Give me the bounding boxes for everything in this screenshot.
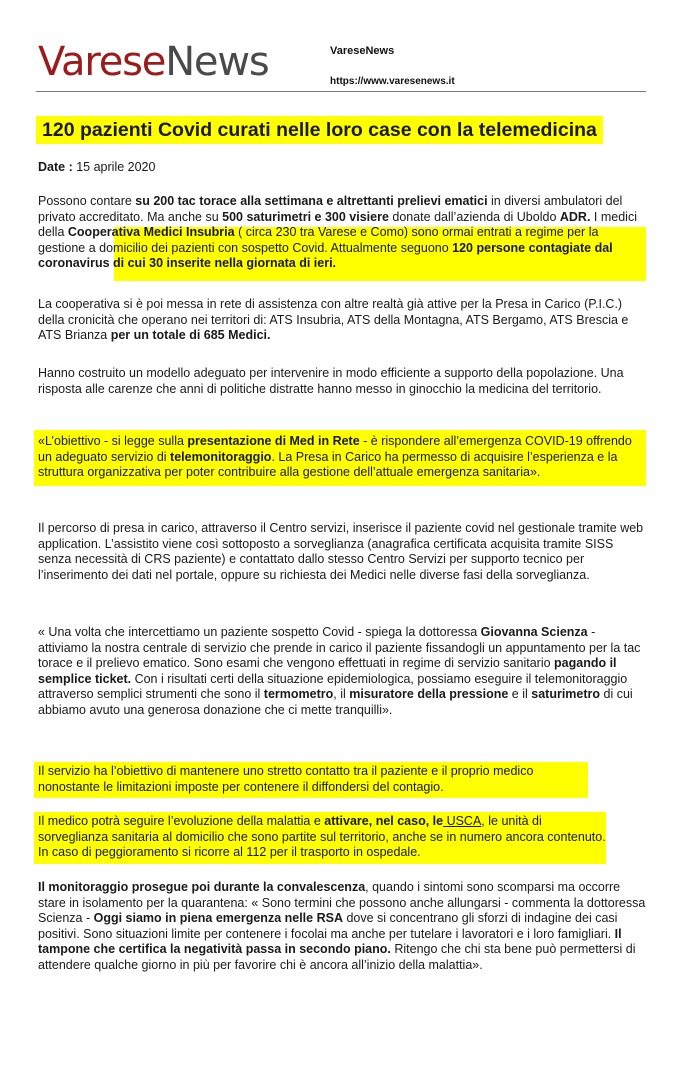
- p6-text-i: e il: [508, 687, 532, 702]
- p6-text-k: di cui abbiamo avuto una generosa donazione che ci mette tranquilli».: [38, 687, 633, 717]
- paragraph-1: [38, 194, 648, 272]
- p1-bold-b: su 200 tac torace alla settimana e altrettanti prelievi ematici: [135, 194, 488, 208]
- p6-text-a: « Una volta che intercettiamo un paziente sospetto Covid - spiega la dottoressa: [38, 625, 481, 639]
- paragraph-3: Hanno costruito un modello adeguato per intervenire in modo efficiente a supporto della popolazione. Una risposta alle carenze che anni di politiche distratte hanno messo in ginocchio la medicina del territorio.: [38, 366, 624, 396]
- logo-varese: Varese: [38, 39, 166, 85]
- p6-bold-j: saturimetro: [531, 687, 601, 702]
- p8-text-a: Il medico potrà seguire l’evoluzione della malattia e: [38, 814, 325, 828]
- p9-bold-c: Oggi siamo in piena emergenza nelle RSA: [93, 911, 343, 926]
- site-logo[interactable]: [38, 38, 269, 86]
- paragraph-7: Il servizio ha l’obiettivo di mantenere uno stretto contatto tra il paziente e il proprio medico nonostante le limitazioni imposte per contenere il diffondersi del contagio.: [38, 764, 534, 794]
- p1-bold-f: ADR.: [559, 209, 591, 224]
- p9-text-d: dove si concentrano gli sforzi di indagine dei casi positivi. Sono situazioni limite per contenere i focolai ma anche per tutelare i lavoratori e i loro famigliari.: [38, 911, 618, 941]
- p4-text-e: . La Presa in Carico ha permesso di acquisire l’esperienza e la struttura organizzativa per poter contribuire alla gestione dell’attuale emergenza sanitaria».: [38, 449, 618, 480]
- p1-text-g: I medici della: [38, 209, 637, 240]
- site-url[interactable]: https://www.varesenews.it: [330, 76, 455, 87]
- p9-bold-a: Il monitoraggio prosegue poi durante la convalescenza: [38, 880, 366, 894]
- p6-text-e: Con i risultati certi della situazione epidemiologica, possiamo eseguire il telemonitoraggio attraverso semplici strumenti che sono il: [38, 671, 628, 702]
- p6-bold-h: misuratore della pressione: [349, 687, 509, 702]
- p9-text-b: , quando i sintomi sono scomparsi ma occorre stare in isolamento per la quarantena: « Sono termini che possono anche allungarsi - commenta la dottoressa Scienza -: [38, 880, 646, 926]
- article-title-text: 120 pazienti Covid curati nelle loro case con la telemedicina: [36, 116, 603, 144]
- p4-text-a: «L’obiettivo - si legge sulla: [38, 434, 188, 448]
- header-divider: [36, 91, 646, 92]
- date-value: 15 aprile 2020: [76, 160, 156, 174]
- site-name: VareseNews: [330, 45, 395, 57]
- usca-link[interactable]: USCA: [443, 814, 482, 828]
- p9-text-f: Ritengo che chi sta bene può permettersi di attendere qualche giorno in più per favorire chi è ancora all’inizio della malattia».: [38, 942, 636, 972]
- p6-bold-b: Giovanna Scienza: [480, 625, 588, 639]
- p6-bold-f: termometro: [263, 687, 334, 702]
- p8-text-d: , le unità di sorveglianza sanitaria al domicilio che sono partite sul territorio, anche se in numero ancora contenuto. In caso di peggioramento si ricorre al 112 per il trasporto in ospedale.: [38, 814, 606, 860]
- paragraph-8: [38, 814, 608, 861]
- p2-text-a: La cooperativa si è poi messa in rete di assistenza con altre realtà già attive per la Presa in Carico (P.I.C.) della cronicità che operano nei territori di: ATS Insubria, ATS della Montagna, ATS Bergamo, ATS Brescia e ATS Brianza: [38, 297, 629, 343]
- p6-text-g: , il: [333, 687, 350, 702]
- p1-bold-j: 120 persone contagiate dal coronavirus di cui 30 inserite nella giornata di ieri.: [38, 240, 613, 271]
- p6-bold-d: pagando il semplice ticket.: [38, 656, 617, 686]
- paragraph-4: [38, 434, 648, 481]
- p1-text-a: Possono contare: [38, 194, 136, 208]
- p1-bold-h: Cooperativa Medici Insubria: [67, 225, 235, 240]
- p8-bold-b: attivare, nel caso, le: [324, 814, 444, 828]
- p4-text-c: - è rispondere all’emergenza COVID-19 offrendo un adeguato servizio di: [38, 434, 632, 464]
- paragraph-2: [38, 297, 648, 344]
- p6-text-c: - attiviamo la nostra centrale di servizio che prende in carico il paziente fissandogli un appuntamento per la tac torace e il prelievo ematico. Sono esami che vengono effettuati in regime di servizio sanitario: [38, 625, 641, 671]
- p2-bold-b: per un totale di 685 Medici.: [110, 328, 271, 343]
- paragraph-5: Il percorso di presa in carico, attraverso il Centro servizi, inserisce il paziente covid nel gestionale tramite web application. L’assistito viene così sottoposto a sorveglianza (anagrafica certificata acquisita tramite SISS senza necessità di CRS paziente) e contattato dallo stesso Centro Servizi per supporto tecnico per l’inserimento dei dati nel portale, oppure su richiesta dei Medici nelle diverse fasi della sorveglianza.: [38, 521, 644, 582]
- p1-text-e: donate dall’azienda di Uboldo: [388, 209, 560, 224]
- p9-bold-e: Il tampone che certifica la negatività passa in secondo piano.: [38, 926, 622, 957]
- date-label: Date :: [38, 160, 73, 174]
- article-date: [38, 158, 155, 176]
- p4-bold-d: telemonitoraggio: [170, 449, 272, 464]
- med-in-rete-link[interactable]: presentazione di Med in Rete: [187, 434, 360, 448]
- logo-news: News: [165, 39, 269, 85]
- p1-text-i: ( circa 230 tra Varese e Como) sono ormai entrati a regime per la gestione a domicilio dei pazienti con sospetto Covid. Attualmente seguono: [38, 225, 599, 255]
- paragraph-6: [38, 625, 648, 719]
- paragraph-9: [38, 880, 648, 974]
- p1-text-c: in diversi ambulatori del privato accreditato. Ma anche su: [38, 194, 623, 224]
- article-title: [36, 116, 636, 144]
- p1-bold-d: 500 saturimetri e 300 visiere: [222, 209, 389, 224]
